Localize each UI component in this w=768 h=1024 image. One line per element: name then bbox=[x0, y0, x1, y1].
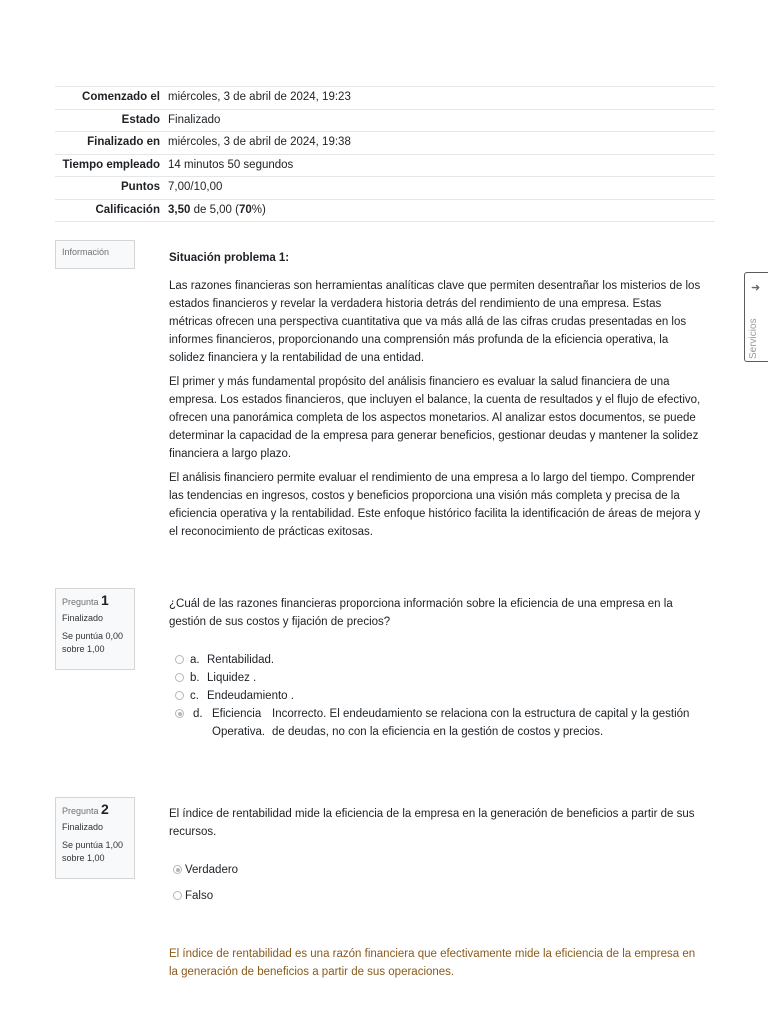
summary-label: Puntos bbox=[55, 177, 164, 200]
info-tag: Información bbox=[62, 247, 110, 257]
info-paragraph: Las razones financieras son herramientas analíticas clave que permiten desentrañar los misterios de los estados financieros y revelar la verdadera historia detrás del rendimiento de una empresa. Estas métricas ofrecen una perspectiva cuantitativa que va más allá de las cifras crudas presentadas en los informes financieros, proporcionando una comprensión más profunda de la eficiencia operativa, la solidez financiera y la rentabilidad de una entidad. bbox=[169, 280, 701, 364]
radio-icon[interactable] bbox=[175, 655, 184, 664]
summary-value: miércoles, 3 de abril de 2024, 19:23 bbox=[164, 87, 715, 110]
question-state: Finalizado bbox=[62, 613, 104, 623]
arrow-right-icon: ➜ bbox=[751, 282, 761, 294]
summary-value: 14 minutos 50 segundos bbox=[164, 154, 715, 177]
radio-icon[interactable] bbox=[175, 673, 184, 682]
info-box bbox=[55, 240, 135, 269]
summary-value bbox=[164, 199, 715, 222]
answer-option-c[interactable] bbox=[175, 687, 701, 705]
option-label: Eficiencia Operativa. bbox=[212, 708, 266, 738]
grade-percent: 70 bbox=[238, 203, 252, 216]
services-side-tab[interactable] bbox=[744, 272, 768, 362]
question-number bbox=[62, 594, 128, 609]
summary-row-started bbox=[55, 87, 715, 110]
answer-option-d[interactable] bbox=[175, 705, 701, 745]
radio-icon[interactable] bbox=[175, 709, 184, 718]
radio-icon[interactable] bbox=[175, 691, 184, 700]
option-letter: d. bbox=[193, 708, 203, 720]
option-label: Liquidez . bbox=[207, 672, 257, 684]
grade-score: 3,50 bbox=[168, 203, 191, 216]
answer-options bbox=[169, 651, 701, 745]
summary-row-time bbox=[55, 154, 715, 177]
option-label: Falso bbox=[185, 890, 214, 902]
attempt-summary-table bbox=[55, 86, 715, 222]
answer-option-true[interactable] bbox=[173, 861, 701, 879]
option-feedback: Incorrecto. El endeudamiento se relaciona con la estructura de capital y la gestión de deudas, no con la eficiencia en la gestión de costos y precios. bbox=[272, 708, 690, 738]
answer-option-a[interactable] bbox=[175, 651, 701, 669]
option-label: Rentabilidad. bbox=[207, 654, 275, 666]
question-1-info bbox=[55, 588, 135, 670]
radio-icon[interactable] bbox=[173, 865, 182, 874]
grade-end: %) bbox=[251, 203, 266, 216]
option-letter: a. bbox=[190, 654, 200, 666]
info-paragraph: El primer y más fundamental propósito del análisis financiero es evaluar la salud financiera de una empresa. Los estados financieros, que incluyen el balance, la cuenta de resultados y el flujo de efectivo, ofrecen una panorámica completa de los aspectos monetarios. Al analizar estos documentos, se puede determinar la capacidad de la empresa para generar beneficios, gestionar deudas y mantener la solidez financiera a largo plazo. bbox=[169, 376, 701, 460]
info-content bbox=[169, 249, 701, 547]
grade-mid: de 5,00 ( bbox=[190, 203, 239, 216]
info-paragraph: El análisis financiero permite evaluar el rendimiento de una empresa a lo largo del tiempo. Comprender las tendencias en ingresos, costos y beneficios proporciona una visión más completa y precisa de la eficiencia operativa y la rentabilidad. Este enfoque histórico facilita la identificación de áreas de mejora y el reconocimiento de prácticas exitosas. bbox=[169, 472, 701, 538]
question-tag: Pregunta bbox=[62, 806, 99, 816]
answer-option-false[interactable] bbox=[173, 887, 701, 905]
option-letter: b. bbox=[190, 672, 200, 684]
summary-label: Comenzado el bbox=[55, 87, 164, 110]
summary-label: Estado bbox=[55, 109, 164, 132]
summary-value: miércoles, 3 de abril de 2024, 19:38 bbox=[164, 132, 715, 155]
option-label: Verdadero bbox=[185, 864, 239, 876]
option-letter: c. bbox=[190, 690, 199, 702]
services-label: Servicios bbox=[748, 318, 759, 359]
question-text: ¿Cuál de las razones financieras proporciona información sobre la eficiencia de una empresa en la gestión de sus costos y fijación de precios? bbox=[169, 598, 673, 628]
question-text: El índice de rentabilidad mide la eficiencia de la empresa en la generación de beneficios a partir de sus recursos. bbox=[169, 808, 695, 838]
question-mark: Se puntúa 1,00 sobre 1,00 bbox=[62, 840, 124, 863]
question-state: Finalizado bbox=[62, 822, 104, 832]
summary-value: 7,00/10,00 bbox=[164, 177, 715, 200]
question-2-info bbox=[55, 797, 135, 879]
summary-row-finished bbox=[55, 132, 715, 155]
question-mark: Se puntúa 0,00 sobre 1,00 bbox=[62, 631, 124, 654]
radio-icon[interactable] bbox=[173, 891, 182, 900]
summary-row-grade bbox=[55, 199, 715, 222]
summary-row-state bbox=[55, 109, 715, 132]
question-tag: Pregunta bbox=[62, 597, 99, 607]
question-num: 1 bbox=[101, 592, 109, 608]
question-2-content bbox=[169, 805, 701, 905]
answer-option-b[interactable] bbox=[175, 669, 701, 687]
summary-value: Finalizado bbox=[164, 109, 715, 132]
summary-label: Calificación bbox=[55, 199, 164, 222]
info-title: Situación problema 1: bbox=[169, 252, 290, 264]
question-num: 2 bbox=[101, 801, 109, 817]
question-2-feedback: El índice de rentabilidad es una razón financiera que efectivamente mide la eficiencia de la empresa en la generación de beneficios a partir de sus operaciones. bbox=[169, 948, 696, 978]
summary-label: Finalizado en bbox=[55, 132, 164, 155]
option-label: Endeudamiento . bbox=[207, 690, 294, 702]
summary-row-points bbox=[55, 177, 715, 200]
answer-options bbox=[169, 861, 701, 905]
question-number bbox=[62, 803, 128, 818]
question-1-content bbox=[169, 595, 701, 745]
summary-label: Tiempo empleado bbox=[55, 154, 164, 177]
